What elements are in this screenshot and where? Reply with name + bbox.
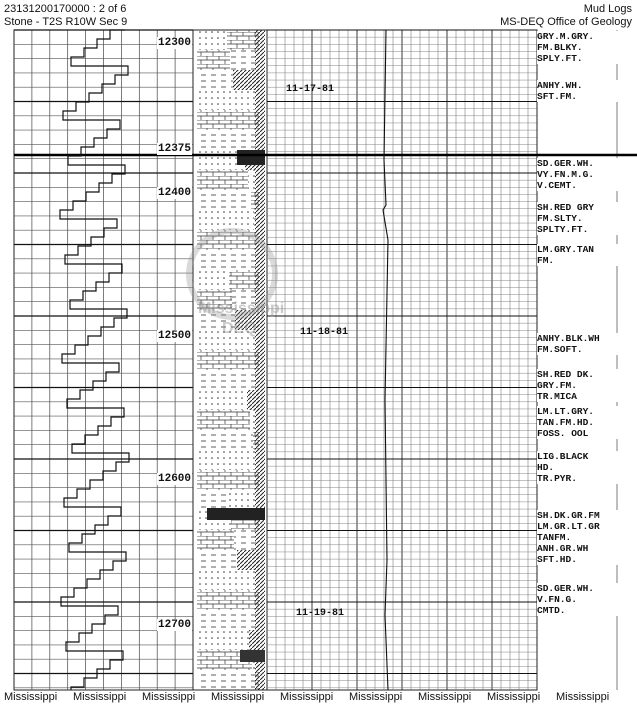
lithology-description: LM.GRY.TAN FM.	[537, 244, 635, 266]
depth-label: 12700	[158, 619, 192, 631]
footer-text: Mississippi	[73, 691, 127, 703]
watermark-line2: DEQ	[222, 320, 257, 337]
lithology-description: SH.RED GRY FM.SLTY. SPLTY.FT.	[537, 202, 635, 235]
footer-text: Mississippi	[4, 691, 58, 703]
lithology-description: LM.LT.GRY. TAN.FM.HD. FOSS. OOL	[537, 406, 635, 439]
footer-text: Mississippi	[556, 691, 610, 703]
depth-label: 12375	[158, 143, 192, 155]
footer-text: Mississippi	[349, 691, 403, 703]
lithology-description: SH.DK.GR.FM LM.GR.LT.GR TANFM. ANH.GR.WH SFT.HD.	[537, 510, 635, 565]
footer-text: Mississippi	[418, 691, 472, 703]
footer-text: Mississippi	[211, 691, 265, 703]
footer-text: Mississippi	[280, 691, 334, 703]
footer-text: Mississippi	[142, 691, 196, 703]
depth-label: 12400	[158, 187, 192, 199]
lithology-description: SD.GER.WH. VY.FN.M.G. V.CEMT.	[537, 158, 635, 191]
depth-label: 12600	[158, 473, 192, 485]
lithology-description: LIG.BLACK HD. TR.PYR.	[537, 451, 635, 484]
lithology-description: ANHY.BLK.WH FM.SOFT.	[537, 333, 635, 355]
agency-name: MS-DEQ Office of Geology	[500, 16, 632, 28]
lithology-description: SD.GER.WH. V.FN.G. CMTD.	[537, 583, 635, 616]
footer-text: Mississippi	[487, 691, 541, 703]
penetration-rate-track	[14, 30, 193, 690]
well-id-page: 23131200170000 : 2 of 6	[4, 3, 127, 15]
lithology-description: GRY.M.GRY. FM.BLKY. SPLY.FT.	[537, 31, 635, 64]
date-label: 11-17-81	[286, 84, 335, 95]
depth-label: 12500	[158, 330, 192, 342]
date-label: 11-18-81	[300, 327, 349, 338]
watermark-line1: Mississippi	[198, 300, 285, 317]
lithology-description: ANHY.WH. SFT.FM.	[537, 80, 635, 102]
footer-watermark-strip	[0, 691, 637, 705]
depth-label: 12300	[158, 37, 192, 49]
lithology-description: SH.RED DK. GRY.FM. TR.MICA	[537, 369, 635, 402]
date-label: 11-19-81	[296, 608, 345, 619]
well-location: Stone - T2S R10W Sec 9	[4, 16, 128, 28]
document-type: Mud Logs	[583, 3, 632, 15]
lithology-column	[193, 30, 267, 690]
